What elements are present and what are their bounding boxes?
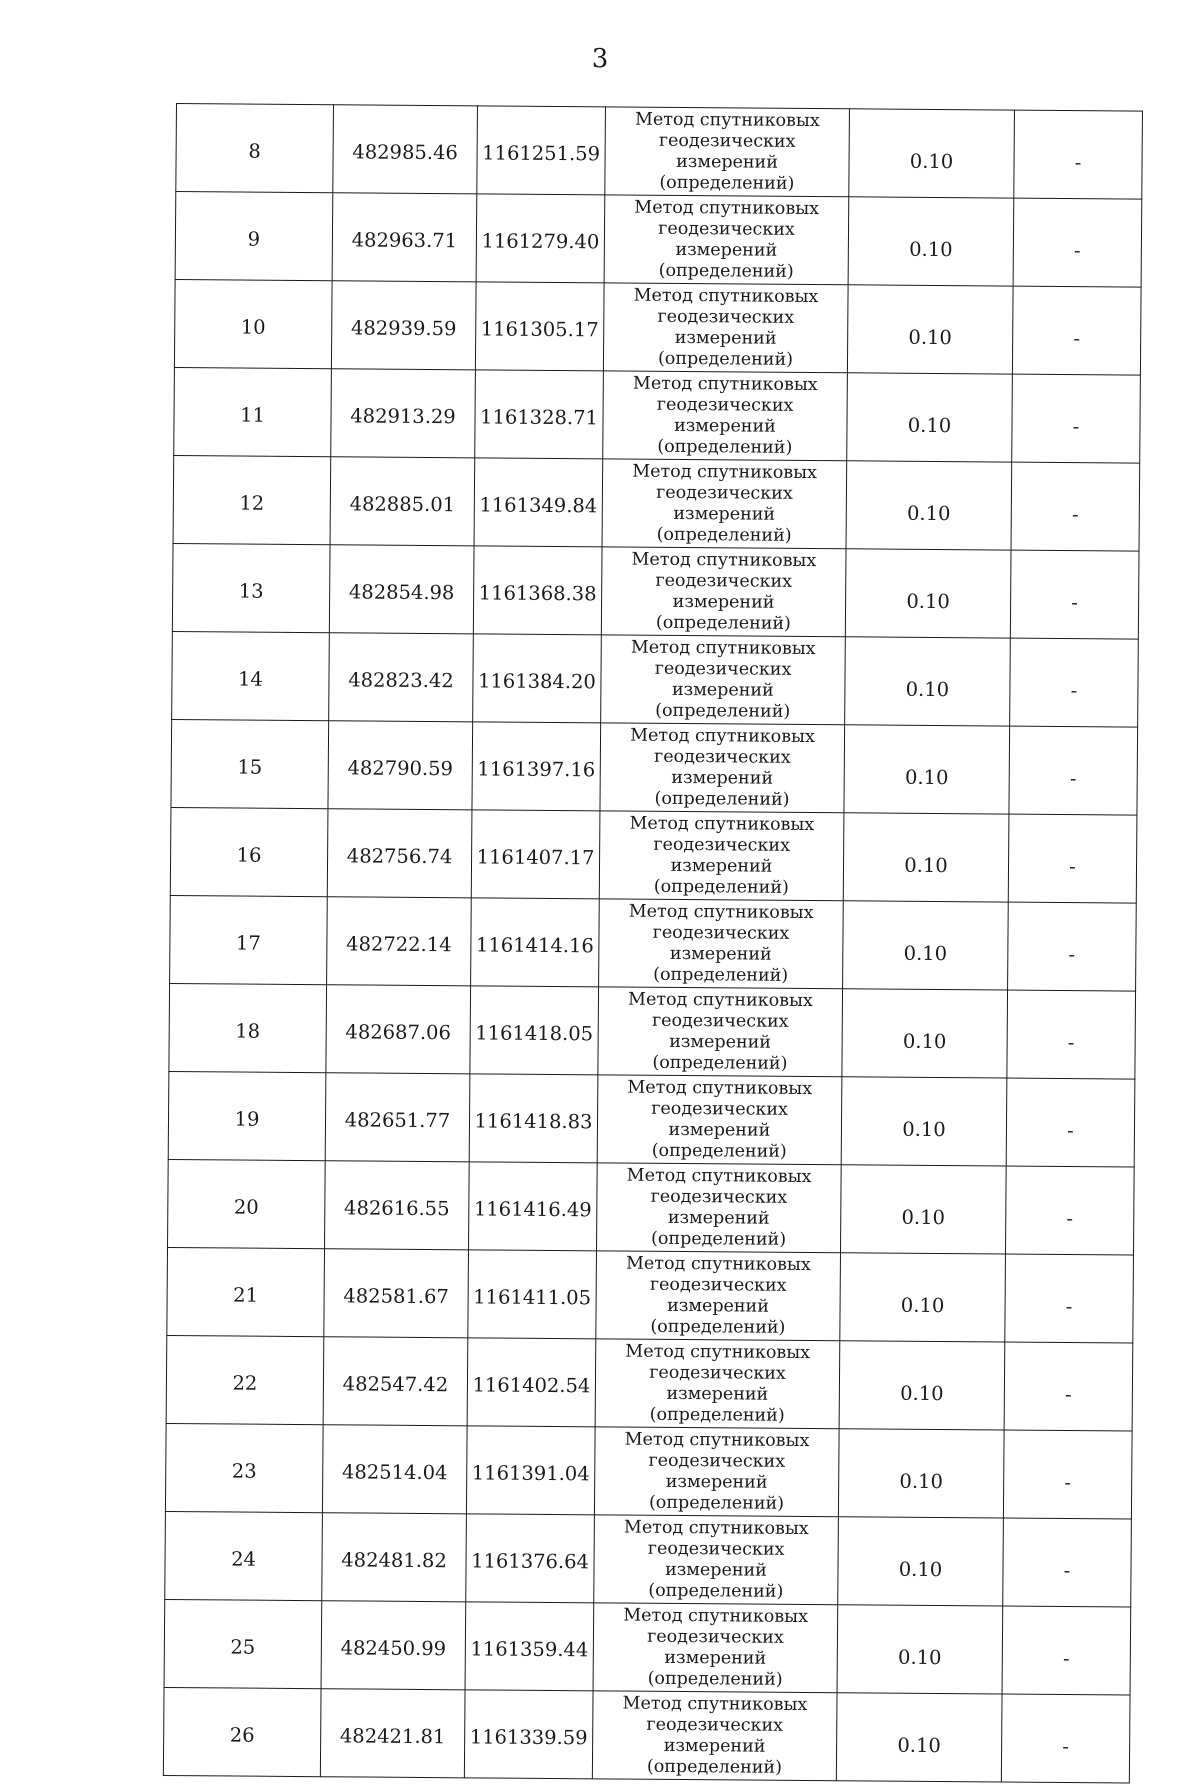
- table-row: [173, 455, 1140, 551]
- method-text-line: Метод спутниковых: [624, 1429, 810, 1452]
- method-text-line: геодезических измерений: [647, 1538, 785, 1581]
- point-number-cell: 12: [173, 455, 331, 544]
- method-text-line: геодезических измерений: [653, 834, 791, 877]
- method-text-line: геодезических измерений: [648, 1450, 786, 1493]
- method-text-line: геодезических измерений: [646, 1714, 784, 1757]
- method-cell: [605, 107, 850, 197]
- y-coordinate-cell: 1161251.59: [477, 106, 606, 195]
- x-coordinate-cell: 482722.14: [327, 897, 472, 986]
- method-text-line: (определений): [647, 1668, 783, 1690]
- x-coordinate-cell: 482756.74: [327, 809, 472, 898]
- method-text-line: (определений): [650, 1316, 786, 1338]
- method-text-line: (определений): [655, 700, 791, 722]
- method-text-line: Метод спутниковых: [629, 813, 815, 836]
- method-text-line: Метод спутниковых: [626, 1165, 812, 1188]
- precision-cell: 0.10: [846, 461, 1012, 550]
- table-row: [176, 104, 1143, 200]
- precision-cell: 0.10: [843, 901, 1009, 990]
- method-text-line: геодезических измерений: [658, 218, 795, 261]
- precision-cell: 0.10: [837, 1605, 1003, 1694]
- precision-cell: 0.10: [838, 1429, 1004, 1518]
- y-coordinate-cell: 1161397.16: [472, 722, 601, 811]
- y-coordinate-cell: 1161384.20: [473, 634, 602, 723]
- x-coordinate-cell: 482581.67: [324, 1249, 469, 1338]
- method-text-line: Метод спутниковых: [623, 1605, 809, 1628]
- method-text-line: (определений): [651, 1228, 787, 1250]
- coordinates-table-body: [163, 104, 1142, 1784]
- method-text-line: геодезических измерений: [647, 1626, 784, 1669]
- y-coordinate-cell: 1161305.17: [475, 282, 604, 371]
- table-row: [163, 1687, 1130, 1783]
- x-coordinate-cell: 482913.29: [331, 369, 476, 458]
- point-number-cell: 21: [167, 1247, 325, 1336]
- method-cell: [602, 459, 847, 549]
- y-coordinate-cell: 1161414.16: [471, 898, 600, 987]
- method-text-line: геодезических измерений: [657, 306, 795, 349]
- method-text-line: геодезических измерений: [655, 570, 793, 613]
- method-text-line: Метод спутниковых: [631, 549, 817, 572]
- table-row: [170, 895, 1137, 991]
- description-cell: -: [1008, 902, 1137, 991]
- table-row: [165, 1511, 1132, 1607]
- description-cell: -: [1003, 1518, 1132, 1607]
- method-cell: [595, 1339, 840, 1429]
- method-text-line: (определений): [653, 964, 789, 986]
- method-cell: [594, 1515, 839, 1605]
- method-text-line: Метод спутниковых: [627, 1077, 813, 1100]
- precision-cell: 0.10: [839, 1341, 1005, 1430]
- method-text-line: Метод спутниковых: [634, 197, 820, 220]
- point-number-cell: 14: [172, 631, 330, 720]
- precision-cell: 0.10: [845, 549, 1011, 638]
- method-cell: [604, 195, 849, 285]
- precision-cell: 0.10: [842, 989, 1008, 1078]
- description-cell: -: [1002, 1606, 1131, 1695]
- point-number-cell: 22: [166, 1335, 324, 1424]
- table-row: [167, 1247, 1134, 1343]
- method-text-line: геодезических измерений: [651, 1010, 789, 1053]
- method-text-line: (определений): [653, 876, 789, 898]
- method-cell: [600, 723, 845, 813]
- method-text-line: (определений): [648, 1580, 784, 1602]
- y-coordinate-cell: 1161368.38: [473, 546, 602, 635]
- description-cell: -: [1001, 1694, 1130, 1783]
- method-text-line: Метод спутниковых: [630, 725, 815, 748]
- precision-cell: 0.10: [836, 1693, 1002, 1782]
- point-number-cell: 9: [175, 192, 333, 281]
- precision-cell: 0.10: [848, 197, 1014, 286]
- description-cell: -: [1012, 374, 1141, 463]
- x-coordinate-cell: 482450.99: [321, 1601, 466, 1690]
- x-coordinate-cell: 482547.42: [323, 1337, 468, 1426]
- table-row: [175, 192, 1142, 288]
- method-cell: [603, 283, 848, 373]
- point-number-cell: 26: [163, 1687, 321, 1776]
- precision-cell: 0.10: [840, 1165, 1006, 1254]
- point-number-cell: 24: [165, 1511, 323, 1600]
- table-row: [174, 279, 1141, 375]
- table-row: [168, 1159, 1135, 1255]
- method-text-line: (определений): [655, 612, 792, 634]
- method-text-line: Метод спутниковых: [628, 901, 814, 924]
- description-cell: -: [1011, 462, 1140, 551]
- method-text-line: (определений): [651, 1140, 787, 1162]
- y-coordinate-cell: 1161376.64: [466, 1514, 595, 1603]
- x-coordinate-cell: 482939.59: [331, 281, 476, 370]
- x-coordinate-cell: 482687.06: [326, 985, 471, 1074]
- method-text-line: геодезических измерений: [649, 1362, 786, 1405]
- table-row: [166, 1335, 1133, 1431]
- point-number-cell: 13: [172, 543, 330, 632]
- page-number: 3: [591, 44, 609, 74]
- method-text-line: геодезических измерений: [656, 394, 794, 437]
- y-coordinate-cell: 1161391.04: [466, 1426, 595, 1515]
- method-cell: [603, 371, 848, 461]
- method-text-line: Метод спутниковых: [630, 637, 816, 660]
- point-number-cell: 15: [171, 719, 329, 808]
- y-coordinate-cell: 1161407.17: [471, 810, 600, 899]
- point-number-cell: 19: [168, 1071, 326, 1160]
- description-cell: -: [1008, 814, 1137, 903]
- method-cell: [594, 1427, 839, 1517]
- y-coordinate-cell: 1161411.05: [468, 1250, 597, 1339]
- x-coordinate-cell: 482854.98: [329, 545, 474, 634]
- point-number-cell: 23: [165, 1423, 323, 1512]
- y-coordinate-cell: 1161359.44: [465, 1602, 594, 1691]
- method-text-line: (определений): [658, 260, 794, 282]
- method-text-line: Метод спутниковых: [625, 1253, 811, 1276]
- method-text-line: геодезических измерений: [654, 658, 792, 701]
- method-text-line: Метод спутниковых: [633, 285, 819, 308]
- y-coordinate-cell: 1161402.54: [467, 1338, 596, 1427]
- precision-cell: 0.10: [849, 109, 1015, 198]
- table-row: [164, 1599, 1131, 1695]
- x-coordinate-cell: 482481.82: [322, 1513, 467, 1602]
- description-cell: -: [1012, 286, 1141, 375]
- y-coordinate-cell: 1161349.84: [474, 458, 603, 547]
- point-number-cell: 8: [176, 104, 334, 193]
- method-text-line: геодезических измерений: [656, 482, 793, 525]
- y-coordinate-cell: 1161418.83: [469, 1074, 598, 1163]
- y-coordinate-cell: 1161328.71: [475, 370, 604, 459]
- method-text-line: Метод спутниковых: [634, 109, 820, 132]
- method-text-line: Метод спутниковых: [628, 989, 813, 1012]
- point-number-cell: 25: [164, 1599, 322, 1688]
- precision-cell: 0.10: [845, 637, 1011, 726]
- precision-cell: 0.10: [847, 373, 1013, 462]
- point-number-cell: 17: [170, 895, 328, 984]
- coordinates-table: [163, 103, 1143, 1784]
- x-coordinate-cell: 482651.77: [325, 1073, 470, 1162]
- method-text-line: (определений): [656, 524, 792, 546]
- method-text-line: геодезических измерений: [658, 130, 796, 173]
- method-cell: [597, 1075, 842, 1165]
- table-row: [169, 983, 1136, 1079]
- x-coordinate-cell: 482963.71: [332, 193, 477, 282]
- table-row: [174, 367, 1141, 463]
- description-cell: -: [1003, 1430, 1132, 1519]
- table-row: [170, 807, 1137, 903]
- x-coordinate-cell: 482885.01: [330, 457, 475, 546]
- precision-cell: 0.10: [847, 285, 1013, 374]
- table-row: [165, 1423, 1132, 1519]
- method-cell: [599, 899, 844, 989]
- y-coordinate-cell: 1161418.05: [470, 986, 599, 1075]
- description-cell: -: [1005, 1254, 1134, 1343]
- x-coordinate-cell: 482616.55: [325, 1161, 470, 1250]
- table-row: [172, 543, 1139, 639]
- description-cell: -: [1005, 1166, 1134, 1255]
- method-text-line: Метод спутниковых: [632, 461, 818, 484]
- description-cell: -: [1010, 550, 1139, 639]
- method-text-line: Метод спутниковых: [625, 1341, 811, 1364]
- x-coordinate-cell: 482514.04: [322, 1425, 467, 1514]
- precision-cell: 0.10: [843, 813, 1009, 902]
- method-cell: [601, 635, 846, 725]
- point-number-cell: 10: [174, 279, 332, 368]
- method-text-line: геодезических измерений: [651, 1098, 788, 1141]
- description-cell: -: [1006, 1078, 1135, 1167]
- method-text-line: (определений): [654, 788, 790, 810]
- method-text-line: геодезических измерений: [649, 1274, 787, 1317]
- precision-cell: 0.10: [844, 725, 1010, 814]
- method-text-line: (определений): [649, 1404, 785, 1426]
- method-text-line: геодезических измерений: [650, 1186, 788, 1229]
- x-coordinate-cell: 482985.46: [333, 105, 478, 194]
- method-text-line: Метод спутниковых: [632, 373, 818, 396]
- method-text-line: геодезических измерений: [653, 746, 791, 789]
- method-text-line: (определений): [648, 1492, 785, 1514]
- method-cell: [592, 1691, 837, 1781]
- description-cell: -: [1013, 198, 1142, 287]
- precision-cell: 0.10: [841, 1077, 1007, 1166]
- x-coordinate-cell: 482790.59: [328, 721, 473, 810]
- precision-cell: 0.10: [838, 1517, 1004, 1606]
- method-cell: [601, 547, 846, 637]
- method-text-line: Метод спутниковых: [622, 1693, 808, 1716]
- method-text-line: (определений): [657, 436, 793, 458]
- table-row: [171, 719, 1138, 815]
- point-number-cell: 18: [169, 983, 327, 1072]
- method-cell: [593, 1603, 838, 1693]
- method-cell: [598, 987, 843, 1077]
- method-text-line: Метод спутниковых: [623, 1517, 809, 1540]
- x-coordinate-cell: 482823.42: [329, 633, 474, 722]
- y-coordinate-cell: 1161279.40: [476, 194, 605, 283]
- method-cell: [596, 1163, 841, 1253]
- description-cell: -: [1009, 726, 1138, 815]
- precision-cell: 0.10: [840, 1253, 1006, 1342]
- method-text-line: геодезических измерений: [652, 922, 790, 965]
- point-number-cell: 20: [168, 1159, 326, 1248]
- method-text-line: (определений): [657, 348, 794, 370]
- description-cell: -: [1010, 638, 1139, 727]
- method-text-line: (определений): [652, 1052, 788, 1074]
- method-cell: [599, 811, 844, 901]
- x-coordinate-cell: 482421.81: [320, 1689, 465, 1778]
- description-cell: -: [1014, 110, 1143, 199]
- method-text-line: (определений): [646, 1756, 783, 1778]
- point-number-cell: 11: [174, 367, 332, 456]
- method-cell: [596, 1251, 841, 1341]
- point-number-cell: 16: [170, 807, 328, 896]
- table-row: [168, 1071, 1135, 1167]
- method-text-line: (определений): [659, 172, 795, 194]
- description-cell: -: [1007, 990, 1136, 1079]
- table-row: [172, 631, 1139, 727]
- description-cell: -: [1004, 1342, 1133, 1431]
- y-coordinate-cell: 1161339.59: [464, 1690, 593, 1779]
- y-coordinate-cell: 1161416.49: [469, 1162, 598, 1251]
